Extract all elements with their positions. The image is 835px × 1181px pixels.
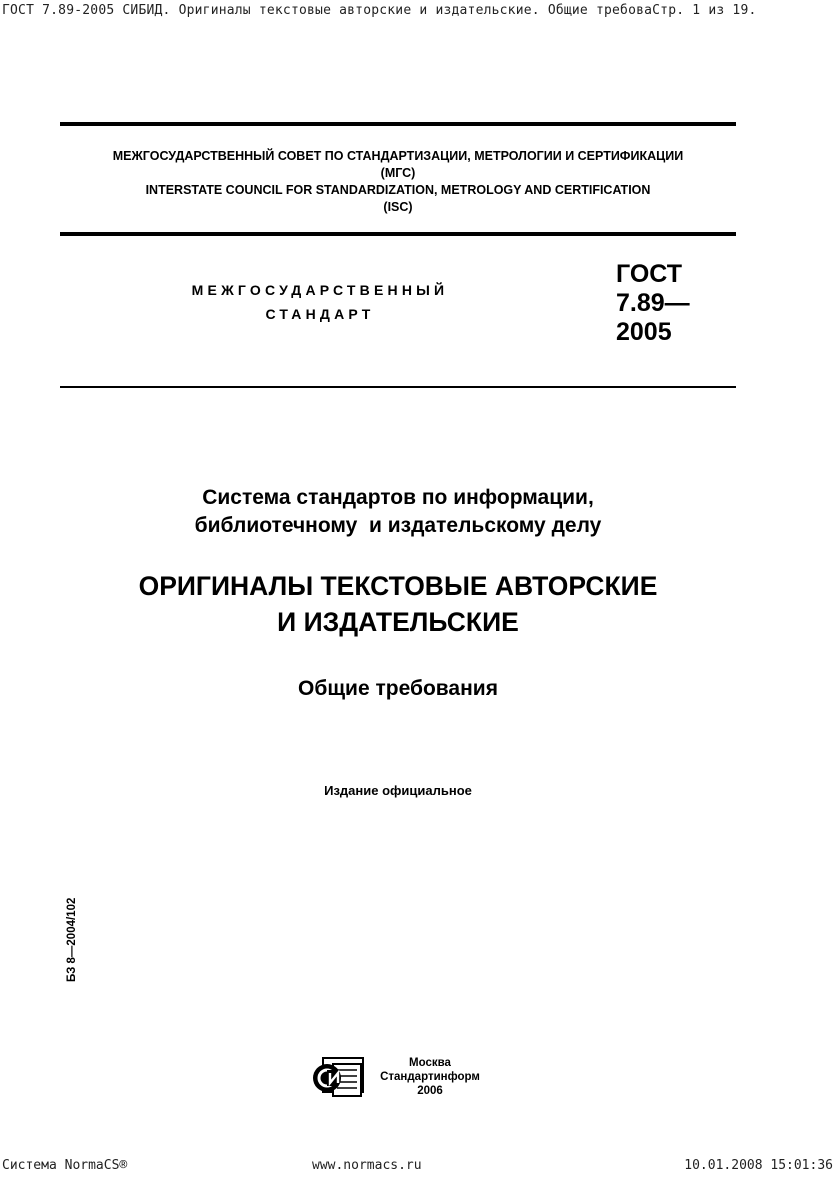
publisher-year: 2006: [417, 1085, 443, 1097]
gost-line1: ГОСТ: [616, 260, 682, 288]
council-rule: [60, 232, 736, 236]
gost-line2: 7.89—: [616, 289, 690, 317]
system-title-line2: библиотечному и издательскому делу: [194, 514, 602, 537]
top-rule: [60, 122, 736, 126]
browser-footer: [0, 1158, 835, 1176]
system-title: [60, 484, 736, 540]
subtitle: Общие требования: [298, 677, 498, 700]
publisher-city: Москва: [409, 1057, 451, 1069]
footer-timestamp: 10.01.2008 15:01:36: [684, 1158, 833, 1173]
council-name-en: INTERSTATE COUNCIL FOR STANDARDIZATION, METROLOGY AND CERTIFICATION: [145, 183, 651, 197]
footer-system-name: Система NormaCS®: [2, 1158, 128, 1173]
publisher-name: Стандартинформ: [380, 1071, 480, 1083]
system-title-line1: Система стандартов по информации,: [202, 486, 594, 509]
council-abbr-ru: (МГС): [380, 166, 416, 180]
main-title: [60, 568, 736, 640]
main-title-line2: И ИЗДАТЕЛЬСКИЕ: [277, 607, 519, 637]
publisher-imprint: [368, 1056, 492, 1098]
standard-label: [110, 278, 530, 326]
standard-label-line1: МЕЖГОСУДАРСТВЕННЫЙ: [191, 282, 449, 298]
main-title-line1: ОРИГИНАЛЫ ТЕКСТОВЫЕ АВТОРСКИЕ: [138, 571, 658, 601]
gost-line3: 2005: [616, 318, 672, 346]
header-bottom-rule: [60, 386, 736, 388]
council-name-ru: МЕЖГОСУДАРСТВЕННЫЙ СОВЕТ ПО СТАНДАРТИЗАЦИИ, МЕТРОЛОГИИ И СЕРТИФИКАЦИИ: [112, 149, 684, 163]
footer-site-link[interactable]: www.normacs.ru: [312, 1158, 422, 1173]
publisher-logo-icon: [310, 1056, 365, 1098]
standard-label-line2: СТАНДАРТ: [265, 306, 375, 322]
edition-note: Издание официальное: [324, 783, 472, 798]
council-abbr-en: (ISC): [383, 200, 413, 214]
council-block: [60, 148, 736, 216]
gost-designation: [616, 260, 690, 347]
bz-code: БЗ 8—2004/102: [66, 897, 78, 982]
browser-header: ГОСТ 7.89-2005 СИБИД. Оригиналы текстовые авторские и издательские. Общие требоваСтр. 1 из 19.: [2, 3, 757, 18]
